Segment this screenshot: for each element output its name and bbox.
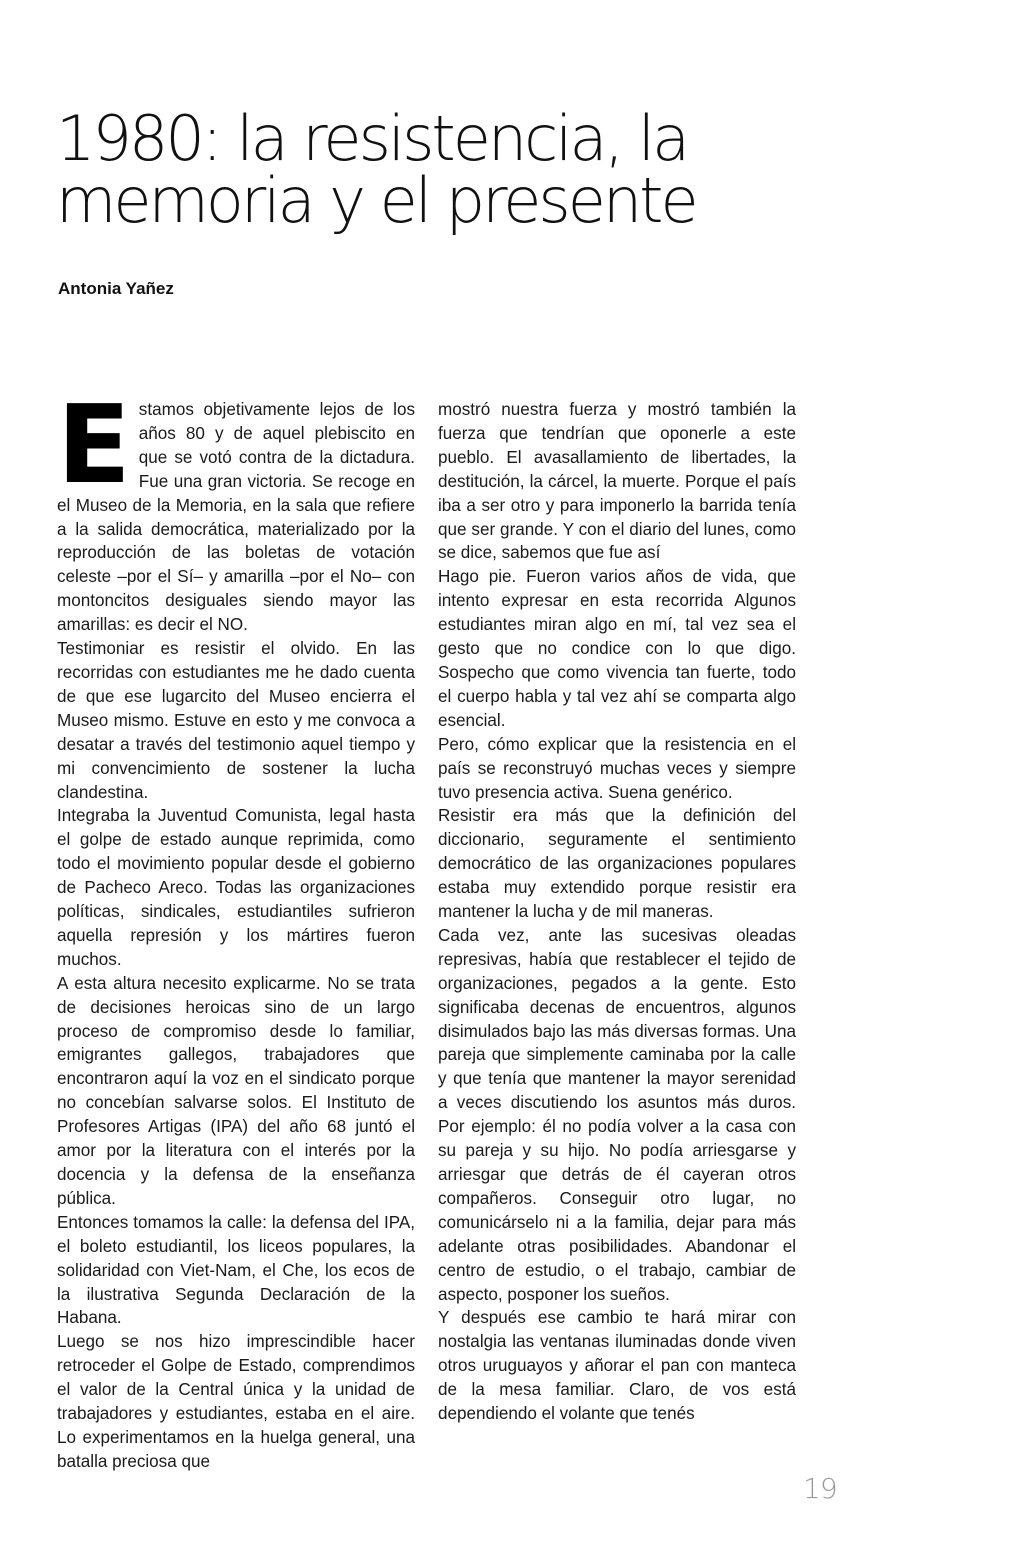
paragraph-4: A esta altura necesito explicarme. No se trata de decisiones heroicas sino de un largo proceso de compromiso desde lo familiar, emigrantes gallegos, trabajadores que encontraron aquí la voz en el sindicato porque no concebían salvarse solos. El Instituto de Profesores Artigas (IPA) del año 68 juntó el amor por la literatura con el interés por la docencia y la defensa de la enseñanza pública. <box>57 973 415 1208</box>
paragraph-11: Cada vez, ante las sucesivas oleadas represivas, había que restablecer el tejido de organizaciones, pegados a la gente. Esto significaba decenas de encuentros, algunos disimulados bajo las más diversas formas. Una pareja que simplemente caminaba por la calle y que tenía que mantener la mayor serenidad a veces discutiendo los asuntos más duros. Por ejemplo: él no podía volver a la casa con su pareja y su hijo. No podía arriesgarse y arriesgar que detrás de él cayeran otros compañeros. Conseguir otro lugar, no comunicárselo ni a la familia, dejar para más adelante otras posibilidades. Abandonar el centro de estudio, o el trabajo, cambiar de aspecto, posponer los sueños. <box>438 925 796 1304</box>
paragraph-5: Entonces tomamos la calle: la defensa del IPA, el boleto estudiantil, los liceos populares, la solidaridad con Viet-Nam, el Che, los ecos de la ilustrativa Segunda Declaración de la Habana. <box>57 1212 415 1328</box>
article-title <box>56 102 776 237</box>
paragraph-9: Pero, cómo explicar que la resistencia en el país se reconstruyó muchas veces y siempre tuvo presencia activa. Suena genérico. <box>438 734 796 802</box>
right-column <box>438 398 796 1426</box>
paragraph-7: mostró nuestra fuerza y mostró también la fuerza que tendrían que oponerle a este pueblo. El avasallamiento de libertades, la destitución, la cárcel, la muerte. Porque el país iba a ser otro y para imponerlo la barrida tenía que ser grande. Y con el diario del lunes, como se dice, sabemos que fue así <box>438 400 796 563</box>
paragraph-1-text: stamos objetivamente lejos de los años 80 y de aquel plebiscito en que se votó contra de la dictadura. Fue una gran victoria. Se recoge en el Museo de la Memoria, en la sala que refiere a la salida democrática, materializado por la reproducción de las boletas de votación celeste –por el Sí– y amarilla –por el No– con montoncitos desiguales siendo mayor las amarillas: es decir el NO. <box>57 400 415 635</box>
paragraph-8: Hago pie. Fueron varios años de vida, que intento expresar en esta recorrida Algunos estudiantes miran algo en mí, tal vez sea el gesto que no condice con lo que digo. Sospecho que como vivencia tan fuerte, todo el cuerpo habla y tal vez ahí se comparta algo esencial. <box>438 567 796 730</box>
drop-cap: E <box>57 383 131 508</box>
paragraph-1 <box>57 383 415 637</box>
article-title-line-1: 1980: la resistencia, la <box>56 102 688 175</box>
author-name: Antonia Yañez <box>58 279 174 298</box>
paragraph-6: Luego se nos hizo imprescindible hacer retroceder el Golpe de Estado, comprendimos el valor de la Central única y la unidad de trabajadores y estudiantes, estaba en el aire. Lo experimentamos en la huelga general, una batalla preciosa que <box>57 1332 415 1471</box>
page-number: 19 <box>803 1472 837 1505</box>
left-column <box>57 383 415 1474</box>
article-title-line-2: memoria y el presente <box>56 164 696 237</box>
paragraph-3: Integraba la Juventud Comunista, legal hasta el golpe de estado aunque reprimida, como todo el movimiento popular desde el gobierno de Pacheco Areco. Todas las organizaciones políticas, sindicales, estudiantiles sufrieron aquella represión y los mártires fueron muchos. <box>57 806 415 969</box>
paragraph-2: Testimoniar es resistir el olvido. En las recorridas con estudiantes me he dado cuenta de que ese lugarcito del Museo encierra el Museo mismo. Estuve en esto y me convoca a desatar a través del testimonio aquel tiempo y mi convencimiento de sostener la lucha clandestina. <box>57 639 415 802</box>
paragraph-12: Y después ese cambio te hará mirar con nostalgia las ventanas iluminadas donde viven otros uruguayos y añorar el pan con manteca de la mesa familiar. Claro, de vos está dependiendo el volante que tenés <box>438 1308 796 1424</box>
paragraph-10: Resistir era más que la definición del diccionario, seguramente el sentimiento democrático de las organizaciones populares estaba muy extendido porque resistir era mantener la lucha y de mil maneras. <box>438 806 796 922</box>
